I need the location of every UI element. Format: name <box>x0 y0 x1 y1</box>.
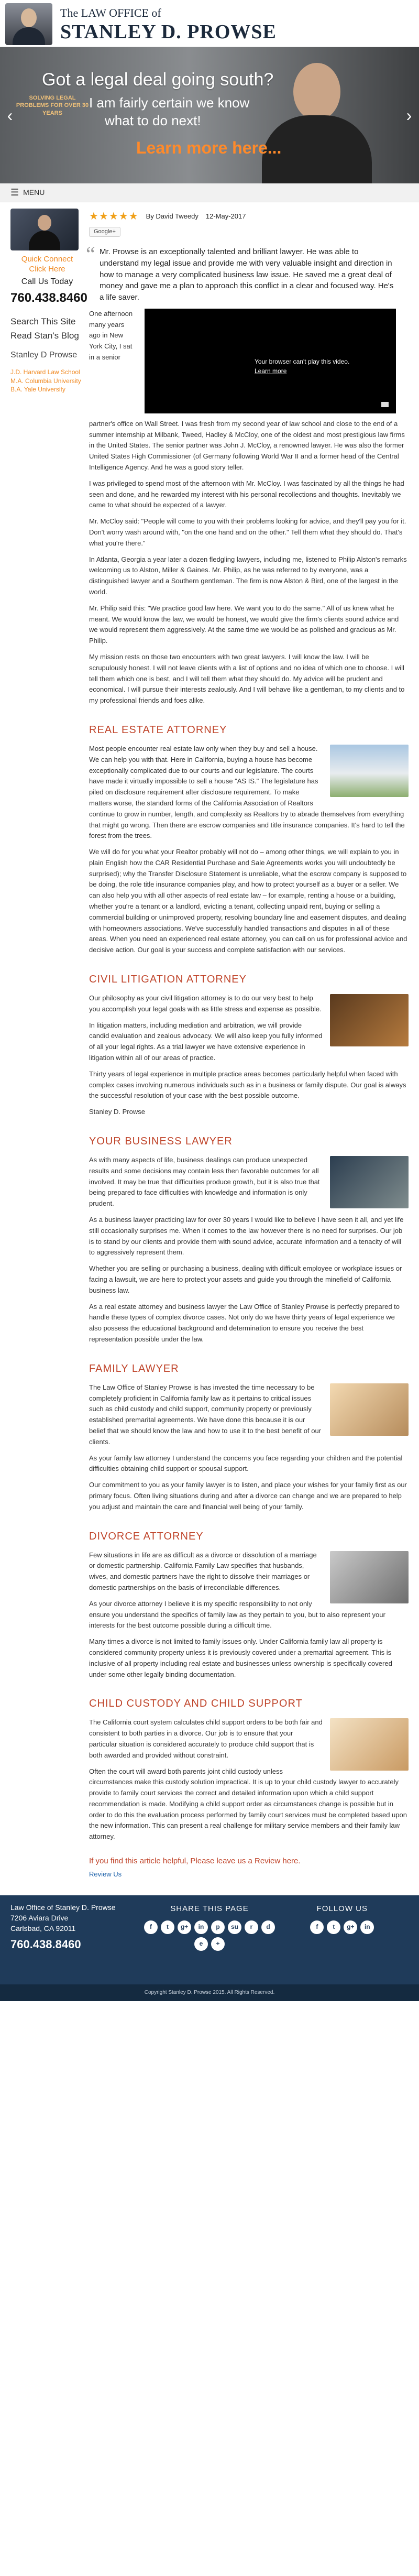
stumbleupon-share-icon[interactable]: su <box>228 1920 241 1934</box>
section-paragraph: Often the court will award both parents joint child custody unless circumstances make this custody solution impractical. It is up to your child custody lawyer to accurately provide to family court services the correct and detailed information upon which a child support recommendation is made. Modifying a child support order as circumstances change is possible but in order to do this the evaluation process performed by family court services must be completed based upon the new information. This can present a real challenge for military service members and their family law attorney. <box>89 1767 407 1841</box>
google-plus-share-icon[interactable]: g+ <box>178 1920 191 1934</box>
section-real-estate <box>89 722 409 956</box>
review-us-link[interactable]: Review Us <box>89 1870 122 1879</box>
section-paragraph: Whether you are selling or purchasing a business, dealing with difficult employee or workplace issues or facing a lawsuit, we are here to protect your assets and guide you through the minefield of California business law. <box>89 1264 402 1294</box>
custody-image <box>330 1718 409 1771</box>
review-author: By David Tweedy <box>146 212 199 221</box>
facebook-share-icon[interactable]: f <box>144 1920 158 1934</box>
banner-sub2: what to do next! <box>105 113 201 128</box>
section-paragraph: Few situations in life are as difficult as a divorce or dissolution of a marriage or domestic partnership. California Family Law specifies that husbands, wives, and domestic partners have the right to dissolve their marriages or domestic partnerships on the basis of irreconcilable differences. <box>89 1551 317 1591</box>
hero-banner <box>0 47 419 183</box>
video-logo-icon <box>381 402 389 407</box>
video-learn-more-link[interactable]: Learn more <box>255 367 287 375</box>
story-paragraph: Mr. McCloy said: "People will come to you with their problems looking for advice, and they'll pay you for it. Don't worry wash around with, "on the one hand and on the other." Tell them what they should do. That's what you're there." <box>89 517 406 547</box>
section-divorce-attorney <box>89 1529 409 1680</box>
review-quote-text: Mr. Prowse is an exceptionally talented and brilliant lawyer. He was able to understand my legal issue and provide me with very valuable insight and direction in how to manage a very complicated business law issue. He saved me a great deal of money and gave me a plan to approach this conflict in a clear and focused way. He's a life saver. <box>100 247 394 302</box>
site-footer <box>0 1895 419 1984</box>
story-paragraph: My mission rests on those two encounters with two great lawyers. I will know the law. I will be scrupulously honest. I will not leave clients with a list of options and no idea of which one to choose. I will tell them which one is best, and I will tell them what they should do. My advice will be prudent and economical. I will pursue their interests zealously. And I will behave like a gentleman, to my clients and to my professional friends and foes alike. <box>89 652 405 705</box>
divorce-image <box>330 1551 409 1603</box>
facebook-follow-icon[interactable]: f <box>310 1920 324 1934</box>
section-paragraph: As your divorce attorney I believe it is my specific responsibility to not only ensure you understand the specifics of family law as they pertain to you, but to also represent your interests for the best outcome possible during a difficult time. <box>89 1599 385 1630</box>
linkedin-share-icon[interactable]: in <box>194 1920 208 1934</box>
credential-item: J.D. Harvard Law School <box>10 368 80 376</box>
business-image <box>330 1156 409 1208</box>
story-paragraph: partner's office on Wall Street. I was fresh from my second year of law school and close to the end of a summer internship at Milbank, Tweed, Hadley & McCloy, one of the oldest and most prestigious law firms in the United States. The senior partner was John J. McCloy, a renowned lawyer. He was also the former United States High Commissioner (of Germany following World War II and a former head of the Central Intelligence Agency. And he was a good story teller. <box>89 419 405 471</box>
footer-address <box>10 1903 143 1976</box>
google-plus-follow-icon[interactable]: g+ <box>344 1920 357 1934</box>
story-lead: One afternoon many years ago in New York City, I sat in a senior <box>89 309 133 361</box>
share-title: SHARE THIS PAGE <box>170 1904 249 1914</box>
credentials-list <box>10 368 84 394</box>
banner-image <box>262 58 372 183</box>
linkedin-follow-icon[interactable]: in <box>360 1920 374 1934</box>
section-paragraph: In litigation matters, including mediation and arbitration, we will provide candid evaluation and zealous advocacy. We will also keep you fully informed of all your legal rights. As a trial lawyer we have extensive experience in litigation within all of our areas of practice. <box>89 1021 323 1062</box>
main-content <box>86 209 409 1880</box>
section-paragraph: As your family law attorney I understand the concerns you face regarding your children and the potential difficulties obtaining child support or spousal support. <box>89 1454 403 1473</box>
story-paragraph: In Atlanta, Georgia a year later a dozen fledgling lawyers, including me, listened to Philip Alston's remarks welcoming us to Alston, Miller & Gaines. Mr. Philip, as he was referred to by everyone, was a distinguished lawyer and a Southern gentleman. The firm is now Alston & Bird, one of the largest in the world. <box>89 555 407 596</box>
follow-title: FOLLOW US <box>316 1904 368 1914</box>
twitter-follow-icon[interactable]: t <box>327 1920 340 1934</box>
banner-tagline: SOLVING LEGAL PROBLEMS FOR OVER 30 YEARS <box>16 95 89 116</box>
footer-street: 7206 Aviara Drive <box>10 1914 69 1923</box>
gavel-image <box>330 994 409 1046</box>
google-plus-button[interactable]: Google+ <box>89 227 120 237</box>
banner-learn-more-link[interactable]: Learn more here... <box>136 138 282 157</box>
section-paragraph: As with many aspects of life, business dealings can produce unexpected results and some decisions may contain less then favorable outcomes for all involved. It may be true that difficulties produce growth, but it is also true that being prepared to face difficulties with knowledge and information is only prudent. <box>89 1156 320 1208</box>
house-image <box>330 745 409 797</box>
section-business-lawyer <box>89 1133 409 1345</box>
click-here-label: Click Here <box>29 264 65 274</box>
reddit-share-icon[interactable]: r <box>245 1920 258 1934</box>
read-blog-link[interactable]: Read Stan's Blog <box>10 330 79 341</box>
section-signature: Stanley D. Prowse <box>89 1108 145 1116</box>
review-header <box>89 209 409 225</box>
rating-stars-icon: ★★★★★ <box>89 211 139 222</box>
video-player[interactable] <box>145 309 396 413</box>
section-title: CIVIL LITIGATION ATTORNEY <box>89 974 247 986</box>
follow-icons <box>276 1920 409 1934</box>
section-paragraph: As a business lawyer practicing law for over 30 years I would like to believe I have seen it all, and yet life still occasionally surprises me. When it comes to the law however there is no need for surprises. Our job is to stand by our clients and provide them with sound advice, accurate information and a tenacity of will to aggressively represent them. <box>89 1216 404 1257</box>
section-title: REAL ESTATE ATTORNEY <box>89 724 227 736</box>
section-paragraph: The Law Office of Stanley Prowse is has invested the time necessary to be completely proficient in California family law as it pertains to critical issues such as child custody and child support, community property or previously established premarital agreements. We have done this because it is our belief that we should know the law and how to use it to the best benefit of our clients. <box>89 1383 322 1446</box>
copyright: Copyright Stanley D. Prowse 2015. All Rights Reserved. <box>0 1984 419 2001</box>
quick-connect-label: Quick Connect <box>21 255 73 264</box>
review-cta-text[interactable]: If you find this article helpful, Please leave us a Review here. <box>89 1857 301 1866</box>
credential-item: B.A. Yale University <box>10 385 65 393</box>
section-title: FAMILY LAWYER <box>89 1362 179 1374</box>
more-share-icon[interactable]: + <box>211 1937 225 1951</box>
sidebar-attorney-name: Stanley D Prowse <box>10 350 78 359</box>
site-header <box>0 0 419 47</box>
twitter-share-icon[interactable]: t <box>161 1920 174 1934</box>
video-error-text: Your browser can't play this video. <box>255 357 350 365</box>
video-message <box>255 357 349 376</box>
logo-line2: STANLEY D. PROWSE <box>60 21 277 43</box>
section-paragraph: Our philosophy as your civil litigation attorney is to do our very best to help you accomplish your legal goals with as little stress and expense as possible. <box>89 994 322 1013</box>
review-quote <box>86 242 398 303</box>
credential-item: M.A. Columbia University <box>10 377 81 385</box>
menu-bar[interactable] <box>0 183 419 202</box>
banner-headline: Got a legal deal going south? <box>42 70 274 90</box>
story-paragraph: Mr. Philip said this: "We practice good law here. We want you to do the same." All of us knew what he meant. We would know the law, we would be honest, we would give the firm's clients sound advice and we would represent them aggressively. At the same time we would be as polished and gracious as Mr. Philip. <box>89 604 399 645</box>
family-image <box>330 1383 409 1436</box>
review-date: 12-May-2017 <box>205 212 246 221</box>
section-paragraph: The California court system calculates child support orders to be both fair and consistent to both parties in a divorce. Our job is to ensure that your particular situation is considered accurately to produce child support that is both awarded and provided without constraint. <box>89 1718 323 1759</box>
section-paragraph: Many times a divorce is not limited to family issues only. Under California family law all property is considered community property unless it is previously covered under a premarital agreement. This is inclusive of all property including real estate and businesses unless ownership is specifically covered under some other legally binding documentation. <box>89 1638 392 1678</box>
quote-mark-icon: “ <box>86 242 95 266</box>
section-title: CHILD CUSTODY AND CHILD SUPPORT <box>89 1698 303 1710</box>
section-title: DIVORCE ATTORNEY <box>89 1530 204 1542</box>
footer-share <box>143 1903 275 1976</box>
section-paragraph: Thirty years of legal experience in multiple practice areas becomes particularly helpful when faced with complex cases involving numerous individuals such as in a business or family dispute. Our goal is always the successful resolution of your case with the best possible outcome. <box>89 1069 406 1100</box>
section-paragraph: Our commitment to you as your family lawyer is to listen, and place your wishes for your family first as our primary focus. Often living situations during and after a divorce can change and we are prepared to help you adjust and maintain the care and financial well being of your family. <box>89 1481 407 1511</box>
section-civil-litigation <box>89 972 409 1118</box>
search-site-link[interactable]: Search This Site <box>10 316 76 327</box>
quick-connect-link[interactable] <box>10 255 84 275</box>
pinterest-share-icon[interactable]: p <box>211 1920 225 1934</box>
story-intro <box>89 309 409 413</box>
digg-share-icon[interactable]: d <box>261 1920 275 1934</box>
attorney-photo <box>5 3 52 45</box>
footer-phone[interactable]: 760.438.8460 <box>10 1938 81 1951</box>
banner-prev-arrow-icon[interactable]: ‹ <box>7 106 13 125</box>
sidebar <box>10 209 89 1880</box>
section-paragraph: We will do for you what your Realtor probably will not do – among other things, we will explain to you in plain English how the CAR Residential Purchase and Sale Agreements works you will undoubtedly be surprised); why the Transfer Disclosure Statement is unreliable, what the escrow company is supposed to be doing, the role title insurance companies play, and how to protect yourself as a buyer or a seller. We can also help you with all other aspects of real estate law – for example, renting a house or a building, whether you're a tenant or a landlord, evicting a tenant, collecting unpaid rent, buying or selling a commercial building or unimproved property, resolving boundary line and easement disputes, and dealing with homeowners associations. We've successfully handled transactions and disputes in all of these areas. When you need an experienced real estate attorney, you can call on us for professional advice and decisive action. Our goal is your success and complete satisfaction with our services. <box>89 848 407 954</box>
hamburger-icon[interactable]: ☰ <box>10 187 19 198</box>
sidebar-portrait <box>10 209 79 250</box>
email-share-icon[interactable]: e <box>194 1937 208 1951</box>
menu-label[interactable]: MENU <box>23 188 45 197</box>
site-logo[interactable] <box>60 4 395 43</box>
sidebar-phone[interactable]: 760.438.8460 <box>10 291 87 305</box>
section-family-lawyer <box>89 1361 409 1513</box>
section-title: YOUR BUSINESS LAWYER <box>89 1136 233 1148</box>
banner-next-arrow-icon[interactable]: › <box>406 106 412 125</box>
section-paragraph: As a real estate attorney and business lawyer the Law Office of Stanley Prowse is perfectly prepared to handle these types of complex divorce cases. Not only do we have thirty years of legal experience we also possess the educational background and determination to ensure you receive the best representation possible under the law. <box>89 1302 400 1343</box>
banner-sub1: I am fairly certain we know <box>89 95 250 111</box>
story-paragraph: I was privileged to spend most of the afternoon with Mr. McCloy. I was fascinated by all the things he had seen and done, and he rewarded my interest with his personal recollections and thoughts. Inevitably we came to what should be expected of a lawyer. <box>89 479 404 509</box>
footer-follow <box>276 1903 409 1976</box>
share-icons <box>143 1920 275 1951</box>
logo-line1: The LAW OFFICE of <box>60 6 161 19</box>
footer-city: Carlsbad, CA 92011 <box>10 1924 76 1933</box>
section-child-custody <box>89 1696 409 1842</box>
footer-firm: Law Office of Stanley D. Prowse <box>10 1903 116 1912</box>
call-us-label: Call Us Today <box>21 277 73 286</box>
section-paragraph: Most people encounter real estate law only when they buy and sell a house. We can help you with that. Here in California, buying a house has become exceptionally complicated due to our courts and our legislature. The courts have made it virtually impossible to sell a house "AS IS." The legislature has piled on disclosure requirement after disclosure requirement. To make matters worse, the standard forms of the California Association of Realtors continue to grow in number, length, and complexity as Realtors try to abrade themselves from everything that might go wrong. Then there are escrow companies and title insurance companies. It's hard to tell the forest from the trees. <box>89 744 405 840</box>
